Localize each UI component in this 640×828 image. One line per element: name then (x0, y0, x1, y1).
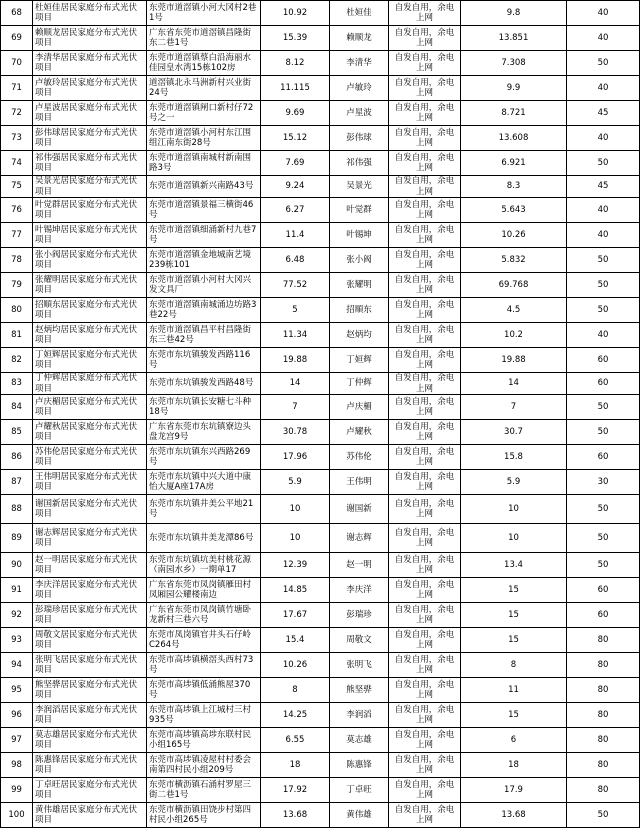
table-row (1, 395, 640, 420)
project-name-cell: 莫志雄居民家庭分布式光伏项目 (33, 728, 147, 753)
table-row (1, 223, 640, 248)
project-address-cell: 东莞市东坑镇井美龙潭86号 (147, 524, 261, 553)
project-address-cell: 东莞市道滘镇细涌新村九巷7号 (147, 223, 261, 248)
installed-capacity-cell: 9.24 (261, 176, 330, 198)
project-name-cell: 彭伟球居民家庭分布式光伏项目 (33, 126, 147, 151)
installed-capacity-cell: 18 (261, 753, 330, 778)
project-table-body (1, 1, 640, 828)
project-name-cell: 陈惠锋居民家庭分布式光伏项目 (33, 753, 147, 778)
grid-capacity-cell: 5.832 (461, 248, 567, 273)
consumption-mode-cell: 自发自用，余电上网 (389, 578, 461, 603)
project-address-cell: 东莞市道滘镇新兴南路43号 (147, 176, 261, 198)
table-row (1, 524, 640, 553)
owner-name-cell: 黄伟雄 (330, 803, 389, 828)
owner-name-cell: 李清华 (330, 51, 389, 76)
consumption-mode-cell: 自发自用，余电上网 (389, 151, 461, 176)
project-name-cell: 丁仲辉居民家庭分布式光伏项目 (33, 373, 147, 395)
project-name-cell: 李庆洋居民家庭分布式光伏项目 (33, 578, 147, 603)
project-address-cell: 东莞市东坑镇骏发西路116号 (147, 348, 261, 373)
project-name-cell: 叶锡坤居民家庭分布式光伏项目 (33, 223, 147, 248)
consumption-mode-cell: 自发自用，余电上网 (389, 628, 461, 653)
project-name-cell: 彭瑞珍居民家庭分布式光伏项目 (33, 603, 147, 628)
owner-name-cell: 卢星波 (330, 101, 389, 126)
operating-years-cell: 45 (567, 176, 640, 198)
owner-name-cell: 叶锡坤 (330, 223, 389, 248)
consumption-mode-cell: 自发自用，余电上网 (389, 323, 461, 348)
operating-years-cell: 50 (567, 248, 640, 273)
operating-years-cell: 50 (567, 273, 640, 298)
project-address-cell: 东莞市道滘镇景福三横街46号 (147, 198, 261, 223)
table-row (1, 151, 640, 176)
table-row (1, 373, 640, 395)
owner-name-cell: 谢志辉 (330, 524, 389, 553)
row-number-cell: 69 (1, 26, 33, 51)
project-name-cell: 苏伟伦居民家庭分布式光伏项目 (33, 445, 147, 470)
project-address-cell: 东莞市横沥镇石涌村罗屋三街二巷1号 (147, 778, 261, 803)
installed-capacity-cell: 17.92 (261, 778, 330, 803)
row-number-cell: 89 (1, 524, 33, 553)
owner-name-cell: 丁卓旺 (330, 778, 389, 803)
operating-years-cell: 80 (567, 628, 640, 653)
grid-capacity-cell: 15 (461, 578, 567, 603)
consumption-mode-cell: 自发自用，余电上网 (389, 1, 461, 26)
table-row (1, 703, 640, 728)
installed-capacity-cell: 9.69 (261, 101, 330, 126)
installed-capacity-cell: 5 (261, 298, 330, 323)
row-number-cell: 85 (1, 420, 33, 445)
operating-years-cell: 50 (567, 524, 640, 553)
consumption-mode-cell: 自发自用，余电上网 (389, 51, 461, 76)
consumption-mode-cell: 自发自用，余电上网 (389, 176, 461, 198)
grid-capacity-cell: 5.643 (461, 198, 567, 223)
owner-name-cell: 吴景光 (330, 176, 389, 198)
row-number-cell: 81 (1, 323, 33, 348)
operating-years-cell: 60 (567, 603, 640, 628)
consumption-mode-cell: 自发自用，余电上网 (389, 728, 461, 753)
project-name-cell: 赵炳均居民家庭分布式光伏项目 (33, 323, 147, 348)
project-address-cell: 东莞市东坑镇井美公平地21号 (147, 495, 261, 524)
owner-name-cell: 张耀明 (330, 273, 389, 298)
grid-capacity-cell: 7.308 (461, 51, 567, 76)
grid-capacity-cell: 15 (461, 603, 567, 628)
table-row (1, 495, 640, 524)
consumption-mode-cell: 自发自用，余电上网 (389, 678, 461, 703)
operating-years-cell: 50 (567, 51, 640, 76)
grid-capacity-cell: 10 (461, 495, 567, 524)
grid-capacity-cell: 69.768 (461, 273, 567, 298)
installed-capacity-cell: 11.4 (261, 223, 330, 248)
project-name-cell: 赖顺龙居民家庭分布式光伏项目 (33, 26, 147, 51)
installed-capacity-cell: 19.88 (261, 348, 330, 373)
operating-years-cell: 60 (567, 373, 640, 395)
grid-capacity-cell: 8.3 (461, 176, 567, 198)
row-number-cell: 100 (1, 803, 33, 828)
owner-name-cell: 彭瑞珍 (330, 603, 389, 628)
table-row (1, 728, 640, 753)
consumption-mode-cell: 自发自用，余电上网 (389, 298, 461, 323)
row-number-cell: 70 (1, 51, 33, 76)
installed-capacity-cell: 17.67 (261, 603, 330, 628)
project-address-cell: 东莞市道滘镇昌平村昌隆街东三巷42号 (147, 323, 261, 348)
installed-capacity-cell: 11.34 (261, 323, 330, 348)
operating-years-cell: 50 (567, 151, 640, 176)
table-row (1, 753, 640, 778)
row-number-cell: 95 (1, 678, 33, 703)
project-name-cell: 吴景光居民家庭分布式光伏项目 (33, 176, 147, 198)
grid-capacity-cell: 17.9 (461, 778, 567, 803)
project-name-cell: 赵一明居民家庭分布式光伏项目 (33, 553, 147, 578)
row-number-cell: 93 (1, 628, 33, 653)
grid-capacity-cell: 13.608 (461, 126, 567, 151)
consumption-mode-cell: 自发自用，余电上网 (389, 373, 461, 395)
installed-capacity-cell: 14.85 (261, 578, 330, 603)
project-name-cell: 卢耀秋居民家庭分布式光伏项目 (33, 420, 147, 445)
installed-capacity-cell: 10.26 (261, 653, 330, 678)
project-name-cell: 卢敏玲居民家庭分布式光伏项目 (33, 76, 147, 101)
installed-capacity-cell: 30.78 (261, 420, 330, 445)
row-number-cell: 86 (1, 445, 33, 470)
project-name-cell: 王伟明居民家庭分布式光伏项目 (33, 470, 147, 495)
consumption-mode-cell: 自发自用，余电上网 (389, 495, 461, 524)
installed-capacity-cell: 7 (261, 395, 330, 420)
grid-capacity-cell: 13.851 (461, 26, 567, 51)
table-row (1, 578, 640, 603)
project-name-cell: 谢国新居民家庭分布式光伏项目 (33, 495, 147, 524)
installed-capacity-cell: 13.68 (261, 803, 330, 828)
table-row (1, 248, 640, 273)
project-name-cell: 丁卓旺居民家庭分布式光伏项目 (33, 778, 147, 803)
grid-capacity-cell: 13.4 (461, 553, 567, 578)
operating-years-cell: 40 (567, 323, 640, 348)
operating-years-cell: 40 (567, 198, 640, 223)
project-name-cell: 叶觉群居民家庭分布式光伏项目 (33, 198, 147, 223)
table-row (1, 778, 640, 803)
grid-capacity-cell: 8.721 (461, 101, 567, 126)
consumption-mode-cell: 自发自用，余电上网 (389, 126, 461, 151)
grid-capacity-cell: 14 (461, 373, 567, 395)
table-row (1, 198, 640, 223)
project-address-cell: 东莞市东坑镇长安糖七斗种18号 (147, 395, 261, 420)
grid-capacity-cell: 9.9 (461, 76, 567, 101)
installed-capacity-cell: 14 (261, 373, 330, 395)
operating-years-cell: 50 (567, 803, 640, 828)
table-row (1, 26, 640, 51)
owner-name-cell: 谢国新 (330, 495, 389, 524)
table-row (1, 803, 640, 828)
grid-capacity-cell: 30.7 (461, 420, 567, 445)
row-number-cell: 99 (1, 778, 33, 803)
installed-capacity-cell: 6.55 (261, 728, 330, 753)
installed-capacity-cell: 10 (261, 495, 330, 524)
row-number-cell: 84 (1, 395, 33, 420)
project-name-cell: 张耀明居民家庭分布式光伏项目 (33, 273, 147, 298)
project-address-cell: 广东省东莞市凤岗镇雁田村凤厢园公耀楼南边 (147, 578, 261, 603)
consumption-mode-cell: 自发自用，余电上网 (389, 524, 461, 553)
consumption-mode-cell: 自发自用，余电上网 (389, 76, 461, 101)
project-address-cell: 东莞市高埗镇高埗东联村民小组165号 (147, 728, 261, 753)
row-number-cell: 76 (1, 198, 33, 223)
project-address-cell: 东莞市东坑镇骏发西路48号 (147, 373, 261, 395)
owner-name-cell: 丁仲辉 (330, 373, 389, 395)
owner-name-cell: 丁姮辉 (330, 348, 389, 373)
owner-name-cell: 莫志雄 (330, 728, 389, 753)
row-number-cell: 78 (1, 248, 33, 273)
owner-name-cell: 李庆洋 (330, 578, 389, 603)
owner-name-cell: 赵炳均 (330, 323, 389, 348)
project-address-cell: 东莞市横沥镇田饶步村第四村民小组265号 (147, 803, 261, 828)
installed-capacity-cell: 77.52 (261, 273, 330, 298)
consumption-mode-cell: 自发自用，余电上网 (389, 348, 461, 373)
grid-capacity-cell: 11 (461, 678, 567, 703)
grid-capacity-cell: 4.5 (461, 298, 567, 323)
row-number-cell: 87 (1, 470, 33, 495)
grid-capacity-cell: 10.26 (461, 223, 567, 248)
owner-name-cell: 祁伟强 (330, 151, 389, 176)
project-address-cell: 东莞市道滘镇金地城南艺境239栋101 (147, 248, 261, 273)
project-address-cell: 东莞市东坑镇中兴大道中康怡大厦A座17A房 (147, 470, 261, 495)
row-number-cell: 83 (1, 373, 33, 395)
project-name-cell: 周敬文居民家庭分布式光伏项目 (33, 628, 147, 653)
grid-capacity-cell: 5.9 (461, 470, 567, 495)
grid-capacity-cell: 10.2 (461, 323, 567, 348)
table-row (1, 553, 640, 578)
table-row (1, 445, 640, 470)
operating-years-cell: 40 (567, 76, 640, 101)
operating-years-cell: 80 (567, 678, 640, 703)
installed-capacity-cell: 5.9 (261, 470, 330, 495)
owner-name-cell: 熊坚骅 (330, 678, 389, 703)
operating-years-cell: 50 (567, 495, 640, 524)
project-name-cell: 杜姮佳居民家庭分布式光伏项目 (33, 1, 147, 26)
project-address-cell: 东莞市道滘镇闸口新村仔72号之一 (147, 101, 261, 126)
project-name-cell: 丁姮辉居民家庭分布式光伏项目 (33, 348, 147, 373)
row-number-cell: 91 (1, 578, 33, 603)
row-number-cell: 88 (1, 495, 33, 524)
grid-capacity-cell: 10 (461, 524, 567, 553)
consumption-mode-cell: 自发自用，余电上网 (389, 703, 461, 728)
installed-capacity-cell: 14.25 (261, 703, 330, 728)
row-number-cell: 97 (1, 728, 33, 753)
grid-capacity-cell: 15 (461, 628, 567, 653)
consumption-mode-cell: 自发自用，余电上网 (389, 101, 461, 126)
owner-name-cell: 李润滔 (330, 703, 389, 728)
grid-capacity-cell: 9.8 (461, 1, 567, 26)
owner-name-cell: 卢庆楣 (330, 395, 389, 420)
row-number-cell: 92 (1, 603, 33, 628)
installed-capacity-cell: 7.69 (261, 151, 330, 176)
project-address-cell: 广东省东莞市凤岗镇竹塘卧龙新村三巷六号 (147, 603, 261, 628)
project-name-cell: 黄伟雄居民家庭分布式光伏项目 (33, 803, 147, 828)
consumption-mode-cell: 自发自用，余电上网 (389, 248, 461, 273)
consumption-mode-cell: 自发自用，余电上网 (389, 470, 461, 495)
owner-name-cell: 周敬文 (330, 628, 389, 653)
project-address-cell: 东莞市道滘镇南城村新南围路3号 (147, 151, 261, 176)
project-address-cell: 道滘镇北永马洲新村兴业街24号 (147, 76, 261, 101)
consumption-mode-cell: 自发自用，余电上网 (389, 420, 461, 445)
table-row (1, 76, 640, 101)
project-address-cell: 东莞市高埗镇低涌熊屋370号 (147, 678, 261, 703)
consumption-mode-cell: 自发自用，余电上网 (389, 395, 461, 420)
installed-capacity-cell: 11.115 (261, 76, 330, 101)
installed-capacity-cell: 17.96 (261, 445, 330, 470)
operating-years-cell: 50 (567, 420, 640, 445)
row-number-cell: 68 (1, 1, 33, 26)
operating-years-cell: 50 (567, 395, 640, 420)
installed-capacity-cell: 10 (261, 524, 330, 553)
project-name-cell: 熊坚骅居民家庭分布式光伏项目 (33, 678, 147, 703)
grid-capacity-cell: 13.68 (461, 803, 567, 828)
row-number-cell: 74 (1, 151, 33, 176)
table-row (1, 323, 640, 348)
project-address-cell: 东莞市道滘镇小河大冈村2巷1号 (147, 1, 261, 26)
table-row (1, 470, 640, 495)
project-address-cell: 东莞市道滘镇蔡白沿海丽水佳园皇水湾15栋102房 (147, 51, 261, 76)
row-number-cell: 75 (1, 176, 33, 198)
owner-name-cell: 彭伟球 (330, 126, 389, 151)
grid-capacity-cell: 19.88 (461, 348, 567, 373)
owner-name-cell: 赖顺龙 (330, 26, 389, 51)
owner-name-cell: 卢耀秋 (330, 420, 389, 445)
operating-years-cell: 60 (567, 348, 640, 373)
project-address-cell: 东莞市东坑镇坑美村桃花源（南园水乡）一期单17 (147, 553, 261, 578)
owner-name-cell: 叶觉群 (330, 198, 389, 223)
grid-capacity-cell: 15.8 (461, 445, 567, 470)
row-number-cell: 80 (1, 298, 33, 323)
row-number-cell: 77 (1, 223, 33, 248)
project-name-cell: 李清华居民家庭分布式光伏项目 (33, 51, 147, 76)
project-address-cell: 东莞市道滘镇小河村东江围组江南东街28号 (147, 126, 261, 151)
consumption-mode-cell: 自发自用，余电上网 (389, 223, 461, 248)
project-name-cell: 张小阀居民家庭分布式光伏项目 (33, 248, 147, 273)
consumption-mode-cell: 自发自用，余电上网 (389, 653, 461, 678)
table-row (1, 348, 640, 373)
table-row (1, 176, 640, 198)
operating-years-cell: 80 (567, 703, 640, 728)
project-address-cell: 东莞市凤岗镇官井头石仔岭C264号 (147, 628, 261, 653)
consumption-mode-cell: 自发自用，余电上网 (389, 553, 461, 578)
installed-capacity-cell: 6.27 (261, 198, 330, 223)
grid-capacity-cell: 6 (461, 728, 567, 753)
operating-years-cell: 80 (567, 728, 640, 753)
consumption-mode-cell: 自发自用，余电上网 (389, 445, 461, 470)
project-address-cell: 东莞市高埗镇凌屋村村委会南第四村民小组209号 (147, 753, 261, 778)
project-name-cell: 卢庆楣居民家庭分布式光伏项目 (33, 395, 147, 420)
operating-years-cell: 80 (567, 753, 640, 778)
consumption-mode-cell: 自发自用，余电上网 (389, 803, 461, 828)
table-row (1, 273, 640, 298)
row-number-cell: 72 (1, 101, 33, 126)
installed-capacity-cell: 15.39 (261, 26, 330, 51)
project-address-cell: 广东省东莞市东坑镇寮边头盘龙宫9号 (147, 420, 261, 445)
project-address-cell: 东莞市高埗镇上江城村三村935号 (147, 703, 261, 728)
installed-capacity-cell: 8 (261, 678, 330, 703)
operating-years-cell: 80 (567, 778, 640, 803)
operating-years-cell: 50 (567, 298, 640, 323)
owner-name-cell: 陈惠锋 (330, 753, 389, 778)
installed-capacity-cell: 15.12 (261, 126, 330, 151)
operating-years-cell: 60 (567, 445, 640, 470)
consumption-mode-cell: 自发自用，余电上网 (389, 26, 461, 51)
table-row (1, 678, 640, 703)
owner-name-cell: 苏伟伦 (330, 445, 389, 470)
project-address-cell: 广东省东莞市道滘镇昌隆街东二巷1号 (147, 26, 261, 51)
table-row (1, 420, 640, 445)
installed-capacity-cell: 6.48 (261, 248, 330, 273)
owner-name-cell: 张明飞 (330, 653, 389, 678)
row-number-cell: 71 (1, 76, 33, 101)
table-row (1, 1, 640, 26)
consumption-mode-cell: 自发自用，余电上网 (389, 778, 461, 803)
grid-capacity-cell: 7 (461, 395, 567, 420)
operating-years-cell: 40 (567, 223, 640, 248)
owner-name-cell: 张小阀 (330, 248, 389, 273)
grid-capacity-cell: 8 (461, 653, 567, 678)
project-name-cell: 张明飞居民家庭分布式光伏项目 (33, 653, 147, 678)
operating-years-cell: 40 (567, 26, 640, 51)
owner-name-cell: 王伟明 (330, 470, 389, 495)
operating-years-cell: 60 (567, 578, 640, 603)
row-number-cell: 96 (1, 703, 33, 728)
project-name-cell: 谢志辉居民家庭分布式光伏项目 (33, 524, 147, 553)
operating-years-cell: 40 (567, 126, 640, 151)
owner-name-cell: 杜姮佳 (330, 1, 389, 26)
consumption-mode-cell: 自发自用，余电上网 (389, 753, 461, 778)
table-row (1, 603, 640, 628)
grid-capacity-cell: 15 (461, 703, 567, 728)
operating-years-cell: 30 (567, 470, 640, 495)
row-number-cell: 82 (1, 348, 33, 373)
row-number-cell: 94 (1, 653, 33, 678)
operating-years-cell: 80 (567, 653, 640, 678)
project-address-cell: 东莞市东坑镇东兴西路269号 (147, 445, 261, 470)
installed-capacity-cell: 10.92 (261, 1, 330, 26)
project-name-cell: 招順东居民家庭分布式光伏项目 (33, 298, 147, 323)
owner-name-cell: 卢敏玲 (330, 76, 389, 101)
project-address-cell: 东莞市道滘镇小河村大冈兴发文具厂 (147, 273, 261, 298)
project-address-cell: 东莞市道滘镇南城涌边坊路3巷22号 (147, 298, 261, 323)
consumption-mode-cell: 自发自用，余电上网 (389, 273, 461, 298)
table-row (1, 628, 640, 653)
owner-name-cell: 赵一明 (330, 553, 389, 578)
row-number-cell: 73 (1, 126, 33, 151)
operating-years-cell: 40 (567, 1, 640, 26)
operating-years-cell: 45 (567, 101, 640, 126)
grid-capacity-cell: 6.921 (461, 151, 567, 176)
consumption-mode-cell: 自发自用，余电上网 (389, 198, 461, 223)
owner-name-cell: 招順东 (330, 298, 389, 323)
installed-capacity-cell: 8.12 (261, 51, 330, 76)
row-number-cell: 79 (1, 273, 33, 298)
project-name-cell: 李润滔居民家庭分布式光伏项目 (33, 703, 147, 728)
project-name-cell: 祁伟强居民家庭分布式光伏项目 (33, 151, 147, 176)
table-row (1, 51, 640, 76)
operating-years-cell: 50 (567, 553, 640, 578)
table-row (1, 101, 640, 126)
table-row (1, 126, 640, 151)
project-address-cell: 东莞市高埗镇横滘头西村73号 (147, 653, 261, 678)
grid-capacity-cell: 18 (461, 753, 567, 778)
row-number-cell: 98 (1, 753, 33, 778)
installed-capacity-cell: 12.39 (261, 553, 330, 578)
consumption-mode-cell: 自发自用，余电上网 (389, 603, 461, 628)
installed-capacity-cell: 15.4 (261, 628, 330, 653)
row-number-cell: 90 (1, 553, 33, 578)
table-row (1, 653, 640, 678)
project-name-cell: 卢星波居民家庭分布式光伏项目 (33, 101, 147, 126)
table-row (1, 298, 640, 323)
